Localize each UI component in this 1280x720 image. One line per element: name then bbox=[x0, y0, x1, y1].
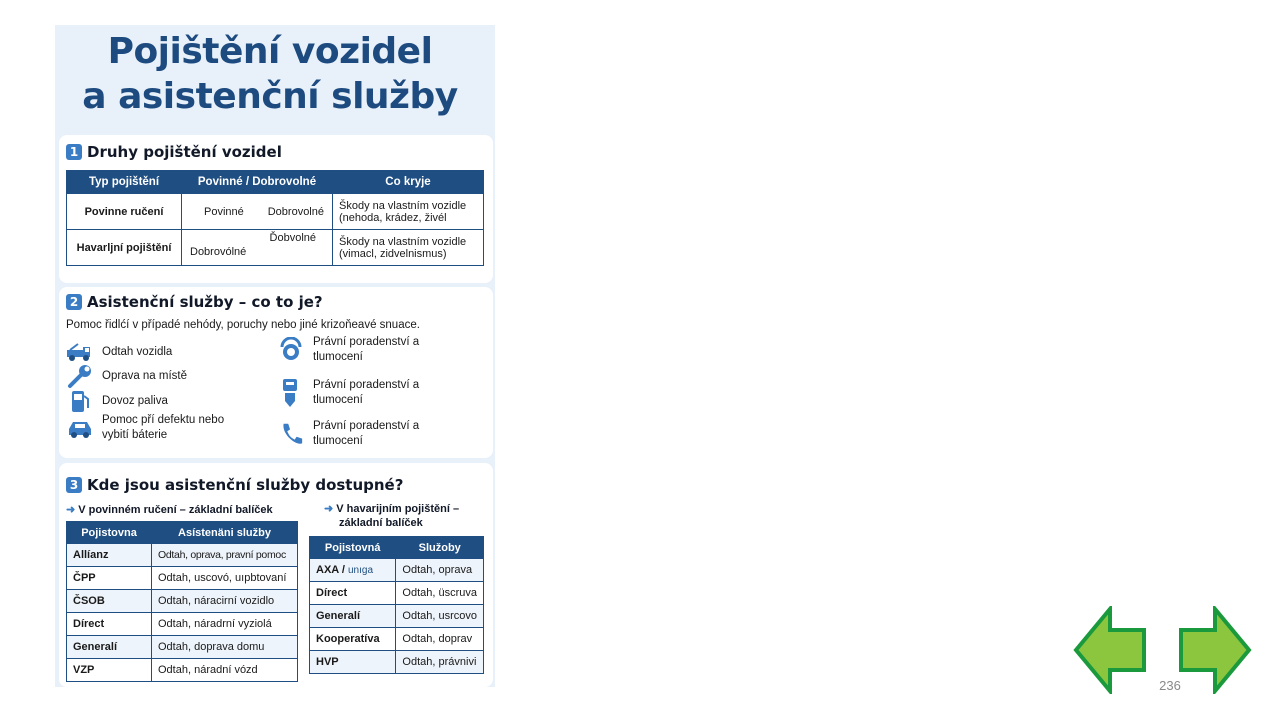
cell-mandatory bbox=[182, 230, 333, 266]
cell-insurer: Generalí bbox=[67, 636, 152, 659]
cell-insurer-extra: unıga bbox=[348, 565, 374, 576]
page-number: 236 bbox=[1159, 678, 1181, 693]
table-row bbox=[310, 628, 484, 651]
cell-insurer: Kooperatíva bbox=[310, 628, 396, 651]
cell-services: Odtah, oprava, pravní pomoc bbox=[152, 544, 298, 567]
cell-services: Odtah, usrcovo bbox=[396, 605, 484, 628]
section2-intro: Pomoc řidlćí v případé nehódy, poruchy nebo jiné krizoňeavé snuace. bbox=[66, 319, 420, 331]
service-item bbox=[277, 377, 419, 409]
cell-services: Odtah, právnivi bbox=[396, 651, 484, 674]
service-label: Právní poradenství a bbox=[313, 379, 420, 391]
right-subheading bbox=[324, 502, 459, 530]
cell-mandatory-a: Dobrovólné bbox=[190, 245, 247, 258]
cell-insurer: Dírect bbox=[67, 613, 152, 636]
infographic-poster bbox=[55, 25, 495, 687]
section2-number-badge: 2 bbox=[66, 294, 82, 310]
headset-icon bbox=[277, 337, 305, 363]
cell-services: Odtah, doprav bbox=[396, 628, 484, 651]
cell-services: Odtah, uscovó, uıpbtovaní bbox=[152, 567, 298, 590]
cell-insurer-name: AXA / bbox=[316, 564, 345, 576]
wrench-icon bbox=[66, 363, 94, 389]
table-header-row bbox=[67, 522, 298, 544]
cell-covers bbox=[333, 230, 484, 266]
right-subheading-line1: V havarijním pojištění – bbox=[336, 503, 460, 515]
section2-heading-text: Asistenční služby – co to je? bbox=[87, 293, 323, 311]
table-row bbox=[67, 590, 298, 613]
col-header-type: Typ pojištění bbox=[67, 171, 182, 194]
section-availability bbox=[59, 463, 493, 687]
cell-services: Odtah, náradrní vyziolá bbox=[152, 613, 298, 636]
mandatory-insurance-table bbox=[66, 521, 298, 682]
cell-covers-line2: (nehoda, krádez, živél bbox=[339, 211, 447, 224]
service-label-line2: tlumocení bbox=[313, 435, 363, 447]
service-item bbox=[277, 419, 419, 449]
service-item bbox=[66, 388, 168, 414]
cell-mandatory-b: Ďobvolné bbox=[269, 231, 316, 244]
col-header-services: Asístenäni služby bbox=[152, 522, 298, 544]
cell-insurer: Generalí bbox=[310, 605, 396, 628]
table-row bbox=[67, 567, 298, 590]
service-label-line2: vybití báterie bbox=[102, 429, 168, 441]
service-item bbox=[66, 413, 224, 443]
document-person-icon bbox=[277, 377, 305, 409]
service-label: Dovoz paliva bbox=[102, 394, 168, 407]
cell-services: Odtah, náracirní vozidlo bbox=[152, 590, 298, 613]
arrow-left-icon[interactable] bbox=[1073, 606, 1147, 694]
phone-icon bbox=[277, 421, 305, 447]
table-row bbox=[310, 559, 484, 582]
col-header-covers: Co kryje bbox=[333, 171, 484, 194]
cell-mandatory bbox=[182, 194, 333, 230]
cell-insurer: ČPP bbox=[67, 567, 152, 590]
cell-type: Povinne ručení bbox=[67, 194, 182, 230]
service-label: Odtah vozidla bbox=[102, 345, 173, 358]
section2-heading bbox=[66, 293, 323, 311]
cell-type: Havarljní pojištění bbox=[67, 230, 182, 266]
cell-insurer bbox=[310, 559, 396, 582]
cell-insurer: ČSOB bbox=[67, 590, 152, 613]
cell-services: Odtah, náradní vózd bbox=[152, 659, 298, 682]
cell-insurer: Allíanz bbox=[67, 544, 152, 567]
car-icon bbox=[66, 415, 94, 441]
table-row bbox=[67, 544, 298, 567]
cell-insurer: VZP bbox=[67, 659, 152, 682]
service-label: Právní poradenství a bbox=[313, 420, 420, 432]
left-subheading bbox=[66, 503, 273, 517]
service-label: Oprava na místě bbox=[102, 369, 188, 382]
table-header-row bbox=[310, 537, 484, 559]
poster-title bbox=[55, 29, 485, 119]
cell-services: Odtah, üscruva bbox=[396, 582, 484, 605]
cell-services: Odtah, oprava bbox=[396, 559, 484, 582]
section3-heading bbox=[66, 476, 403, 494]
cell-insurer: HVP bbox=[310, 651, 396, 674]
table-header-row bbox=[67, 171, 484, 194]
table-row bbox=[67, 613, 298, 636]
section1-heading bbox=[66, 143, 282, 161]
service-label-line2: tlumocení bbox=[313, 394, 363, 406]
col-header-mandatory: Povinné / Dobrovolné bbox=[182, 171, 333, 194]
col-header-insurer: Pojistovná bbox=[310, 537, 396, 559]
cell-services: Odtah, doprava domu bbox=[152, 636, 298, 659]
section1-number-badge: 1 bbox=[66, 144, 82, 160]
comprehensive-insurance-table bbox=[309, 536, 484, 674]
table-row bbox=[67, 659, 298, 682]
cell-mandatory-a: Povinné bbox=[204, 205, 244, 218]
service-label: Právní poradenství a bbox=[313, 336, 420, 348]
service-item bbox=[66, 363, 187, 389]
section-assistance-services bbox=[59, 287, 493, 458]
cell-covers bbox=[333, 194, 484, 230]
service-label: Pomoc pří defektu nebo bbox=[102, 414, 225, 426]
left-subheading-text: V povinném ručení – základní balíček bbox=[78, 504, 273, 516]
service-label-line2: tlumocení bbox=[313, 351, 363, 363]
poster-title-line2: a asistenční služby bbox=[82, 76, 458, 117]
table-row bbox=[67, 194, 484, 230]
section3-heading-text: Kde jsou asistenční služby dostupné? bbox=[87, 476, 404, 494]
service-item bbox=[66, 339, 172, 365]
cell-covers-line2: (vimacl, zidvelnismus) bbox=[339, 247, 447, 260]
cell-insurer: Dírect bbox=[310, 582, 396, 605]
tow-truck-icon bbox=[66, 339, 94, 365]
poster-title-line1: Pojištění vozidel bbox=[107, 31, 433, 72]
col-header-insurer: Pojistovna bbox=[67, 522, 152, 544]
table-row bbox=[310, 605, 484, 628]
cell-covers-line1: Škody na vlastním vozidle bbox=[339, 199, 467, 212]
table-row bbox=[310, 582, 484, 605]
arrow-right-bullet-icon: ➜ bbox=[66, 504, 76, 516]
table-row bbox=[67, 636, 298, 659]
insurance-types-table bbox=[66, 170, 484, 266]
section-insurance-types bbox=[59, 135, 493, 283]
table-row bbox=[67, 230, 484, 266]
fuel-pump-icon bbox=[66, 388, 94, 414]
cell-mandatory-b: Dobrovolné bbox=[267, 205, 324, 218]
right-subheading-line2: základní balíček bbox=[339, 517, 423, 529]
col-header-services: Služoby bbox=[396, 537, 484, 559]
cell-covers-line1: Škody na vlastním vozidle bbox=[339, 235, 467, 248]
section3-number-badge: 3 bbox=[66, 477, 82, 493]
section1-heading-text: Druhy pojištění vozidel bbox=[87, 143, 282, 161]
arrow-right-bullet-icon: ➜ bbox=[324, 503, 334, 515]
table-row bbox=[310, 651, 484, 674]
service-item bbox=[277, 335, 419, 365]
